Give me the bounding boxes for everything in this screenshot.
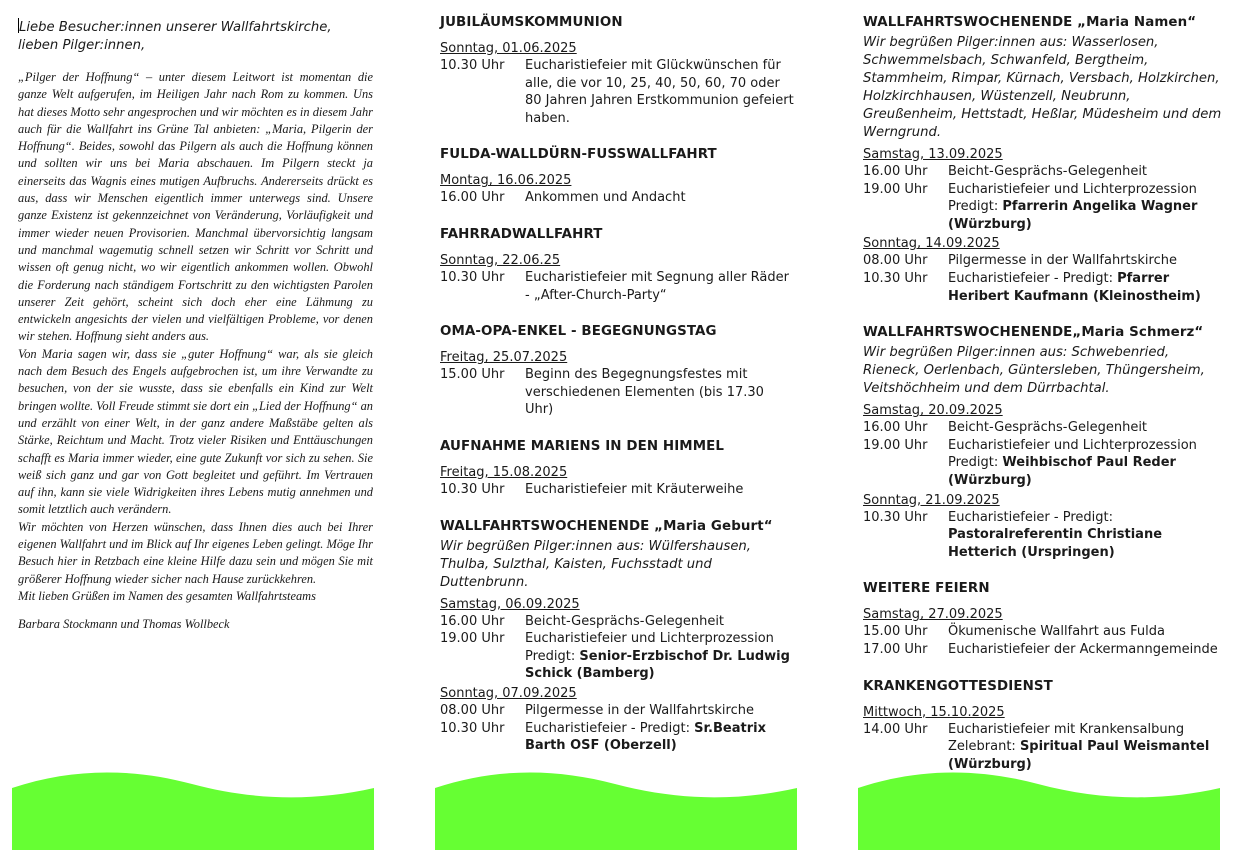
schedule-column-2 <box>440 14 795 755</box>
welcome-text: Wir begrüßen Pilger:innen aus: Wülfershausen, Thulba, Sulzthal, Kaisten, Fuchsstadt und Duttenbrunn. <box>440 538 751 590</box>
event-section <box>440 438 795 499</box>
event-time: 10.30 Uhr <box>863 270 928 286</box>
event-time: 10.30 Uhr <box>440 269 505 285</box>
event-text: Eucharistiefeier und Lichterprozession Predigt: <box>948 181 1197 215</box>
green-wave-decoration <box>12 770 374 850</box>
event-row <box>863 437 1223 490</box>
event-description <box>948 509 1223 562</box>
event-description <box>525 481 795 499</box>
event-text: Eucharistiefeier und Lichterprozession Predigt: <box>525 631 774 664</box>
event-date: Samstag, 20.09.2025 <box>863 403 1003 419</box>
event-row <box>863 270 1223 305</box>
speaker-name: Senior-Erzbischof Dr. Ludwig Schick (Bamberg) <box>525 648 790 682</box>
event-time: 08.00 Uhr <box>863 253 928 269</box>
event-section <box>440 323 795 419</box>
event-description <box>525 720 795 755</box>
event-date: Sonntag, 22.06.25 <box>440 252 561 268</box>
event-text: Eucharistiefeier der Ackermanngemeinde <box>948 641 1218 657</box>
event-description <box>525 702 795 720</box>
event-time: 17.00 Uhr <box>863 641 928 657</box>
event-description <box>525 630 795 683</box>
event-section <box>440 146 795 207</box>
section-title: WALLFAHRTSWOCHENENDE„Maria Schmerz“ <box>863 325 1204 341</box>
event-row <box>863 419 1223 437</box>
event-row <box>863 721 1223 774</box>
wave-shape <box>435 772 797 850</box>
event-description <box>525 366 795 419</box>
event-time: 08.00 Uhr <box>440 702 505 718</box>
event-row <box>440 481 795 499</box>
event-row <box>440 720 795 755</box>
wave-shape <box>12 772 374 850</box>
event-row <box>863 181 1223 234</box>
letter-column <box>18 14 373 632</box>
event-row <box>863 641 1223 659</box>
event-text: Eucharistiefeier mit Kräuterweihe <box>525 481 744 497</box>
event-text: Beicht-Gesprächs-Gelegenheit <box>948 164 1148 179</box>
event-row <box>440 702 795 720</box>
section-title: JUBILÄUMSKOMMUNION <box>440 15 623 30</box>
event-text: Ankommen und Andacht <box>525 190 686 206</box>
event-date: Sonntag, 21.09.2025 <box>863 492 1000 508</box>
greeting-line-2: lieben Pilger:innen, <box>18 38 146 53</box>
section-title: FAHRRADWALLFAHRT <box>440 226 603 242</box>
speaker-name: Weihbischof Paul Reder (Würzburg) <box>948 455 1176 488</box>
speaker-name: Pfarrerin Angelika Wagner (Würzburg) <box>948 199 1198 232</box>
event-section <box>440 226 795 304</box>
event-description <box>948 181 1223 234</box>
event-section <box>440 14 795 127</box>
section-title: OMA-OPA-ENKEL - BEGEGNUNGSTAG <box>440 324 717 340</box>
event-date: Samstag, 13.09.2025 <box>863 147 1003 162</box>
event-time: 10.30 Uhr <box>440 720 505 736</box>
event-text: Eucharistiefeier und Lichterprozession Predigt: <box>948 437 1197 471</box>
event-row <box>863 163 1223 181</box>
event-date: Montag, 16.06.2025 <box>440 173 572 189</box>
event-row <box>440 269 795 304</box>
event-date: Freitag, 25.07.2025 <box>440 350 568 366</box>
wave-shape <box>858 772 1220 850</box>
event-description <box>948 163 1223 181</box>
event-text: Pilgermesse in der Wallfahrtskirche <box>525 702 754 718</box>
welcome-text: Wir begrüßen Pilger:innen aus: Wasserlosen, Schwemmelsbach, Schwanfeld, Bergtheim, Stammheim, Rimpar, Kürnach, Versbach, Holzkirchen, Holzkirchhausen, Wüstenzell, Neubrunn, Greußenheim, Hettstadt, Heßlar, Müdesheim und dem Werngrund. <box>863 35 1222 140</box>
event-section <box>863 14 1223 305</box>
event-date: Samstag, 06.09.2025 <box>440 596 580 612</box>
event-section <box>440 518 795 755</box>
event-text: Eucharistiefeier mit Krankensalbung Zelebrant: <box>948 721 1185 755</box>
event-time: 19.00 Uhr <box>863 437 928 453</box>
event-text: Eucharistiefeier - Predigt: <box>948 270 1118 286</box>
event-description <box>525 189 795 207</box>
greeting-line-1: Liebe Besucher:innen unserer Wallfahrtskirche, <box>19 20 332 35</box>
event-description <box>948 419 1223 437</box>
speaker-name: Pastoralreferentin Christiane Hetterich (Urspringen) <box>948 527 1163 560</box>
section-title: WALLFAHRTSWOCHENENDE „Maria Namen“ <box>863 15 1197 30</box>
event-description <box>525 613 795 631</box>
event-time: 16.00 Uhr <box>440 613 505 629</box>
schedule-column-3 <box>863 14 1223 773</box>
event-text: Eucharistiefeier mit Segnung aller Räder - „After-Church-Party“ <box>525 269 789 303</box>
event-row <box>863 252 1223 270</box>
section-title: FULDA-WALLDÜRN-FUSSWALLFAHRT <box>440 147 717 163</box>
event-time: 10.30 Uhr <box>440 58 505 73</box>
event-description <box>948 623 1223 641</box>
event-description <box>948 252 1223 270</box>
event-date: Mittwoch, 15.10.2025 <box>863 704 1005 720</box>
section-title: KRANKENGOTTESDIENST <box>863 678 1053 694</box>
event-text: Pilgermesse in der Wallfahrtskirche <box>948 253 1177 269</box>
event-section <box>863 580 1223 658</box>
event-row <box>440 57 795 127</box>
green-wave-decoration <box>858 770 1220 850</box>
event-time: 19.00 Uhr <box>863 181 928 197</box>
event-description <box>948 437 1223 490</box>
section-title: WEITERE FEIERN <box>863 581 990 597</box>
letter-body <box>18 69 373 605</box>
event-date: Sonntag, 01.06.2025 <box>440 41 577 56</box>
event-section <box>863 324 1223 561</box>
event-text: Eucharistiefeier mit Glückwünschen für alle, die vor 10, 25, 40, 50, 60, 70 oder 80 Jahren Jahren Erstkommunion gefeiert haben. <box>525 58 794 126</box>
event-date: Samstag, 27.09.2025 <box>863 607 1003 623</box>
event-section <box>863 678 1223 774</box>
event-description <box>948 270 1223 305</box>
event-date: Sonntag, 07.09.2025 <box>440 685 577 701</box>
event-row <box>440 630 795 683</box>
event-date: Sonntag, 14.09.2025 <box>863 236 1000 252</box>
event-description <box>948 641 1223 659</box>
event-text: Ökumenische Wallfahrt aus Fulda <box>948 624 1165 640</box>
event-time: 14.00 Uhr <box>863 721 928 737</box>
event-time: 10.30 Uhr <box>440 481 505 497</box>
event-description <box>525 57 795 127</box>
event-text: Beicht-Gesprächs-Gelegenheit <box>525 613 725 629</box>
event-row <box>440 366 795 419</box>
event-time: 15.00 Uhr <box>440 367 505 383</box>
event-text: Beginn des Begegnungsfestes mit verschiedenen Elementen (bis 17.30 Uhr) <box>525 367 764 418</box>
green-wave-decoration <box>435 770 797 850</box>
letter-paragraph: „Pilger der Hoffnung“ – unter diesem Leitwort ist momentan die ganze Welt aufgerufen, im Heiligen Jahr nach Rom zu kommen. Uns hat dieses Motto sehr angesprochen und wir möchten es in diesem Jahr auch für die Wallfahrt ins Grüne Tal anbieten: „Maria, Pilgerin der Hoffnung“. Beides, sowohl das Pilgern als auch die Hoffnung können und sollten wir uns bei Maria abschauen. Im Pilgern steckt ja einerseits das Wagnis eines mutigen Aufbruchs. Andererseits drückt es aus, dass wir Menschen eigentlich immer unterwegs sind. Unsere ganze Existenz ist gekennzeichnet von Veränderung, Vorläufigkeit und immer wieder neuen Provisorien. Manchmal übervorsichtig langsam und manchmal wagemutig schnell setzen wir Schritt vor Schritt und wissen oft genug nicht, wo wir eigentlich ankommen wollen. Obwohl die Forderung nach ständigem Fortschritt zu den wichtigsten Parolen unserer Zeit gehört, scheint sich doch eher eine Lähmung zu entwickeln angesichts der vielen und vielfältigen Probleme, vor denen wir stehen. Hoffnung sieht anders aus. <box>18 70 373 344</box>
speaker-name: Sr.Beatrix Barth OSF (Oberzell) <box>525 720 766 754</box>
event-text: Beicht-Gesprächs-Gelegenheit <box>948 420 1148 436</box>
event-date: Freitag, 15.08.2025 <box>440 464 568 480</box>
section-title: AUFNAHME MARIENS IN DEN HIMMEL <box>440 438 725 454</box>
event-time: 16.00 Uhr <box>863 420 928 436</box>
event-time: 19.00 Uhr <box>440 631 505 647</box>
event-time: 16.00 Uhr <box>440 190 505 206</box>
letter-greeting <box>18 18 373 55</box>
event-time: 16.00 Uhr <box>863 164 928 179</box>
letter-signature: Barbara Stockmann und Thomas Wollbeck <box>18 617 230 632</box>
letter-paragraph: Mit lieben Grüßen im Namen des gesamten Wallfahrtsteams <box>18 588 316 603</box>
event-time: 10.30 Uhr <box>863 509 928 525</box>
event-description <box>948 721 1223 774</box>
event-text: Eucharistiefeier - Predigt: <box>948 509 1113 525</box>
letter-paragraph: Von Maria sagen wir, dass sie „guter Hoffnung“ war, als sie gleich nach dem Besuch des Engels aufgebrochen ist, um ihre Verwandte zu besuchen, von der sie wusste, dass sie ebenfalls ein Kind zur Welt bringen wollte. Voll Freude stimmt sie dort ein „Lied der Hoffnung“ an und erzählt von einer Welt, in der ganz andere Maßstäbe gelten als Stärke, Reichtum und Macht. Trotz vieler Risiken und Enttäuschungen schafft es Maria immer wieder, eine gute Zukunft vor sich zu sehen. Sie weiß sich ganz und gar von Gott begleitet und geführt. Im Vertrauen auf ihn, kann sie viele Widrigkeiten ihres Lebens mutig annehmen und somit letztlich auch verändern. <box>18 346 373 517</box>
event-row <box>863 509 1223 562</box>
speaker-name: Pfarrer Heribert Kaufmann (Kleinostheim) <box>948 270 1201 304</box>
event-row <box>440 189 795 207</box>
welcome-text: Wir begrüßen Pilger:innen aus: Schwebenried, Rieneck, Oerlenbach, Güntersleben, Thüngersheim, Veitshöchheim und dem Dürrbachtal. <box>863 345 1205 397</box>
event-row <box>440 613 795 631</box>
section-title: WALLFAHRTSWOCHENENDE „Maria Geburt“ <box>440 518 773 534</box>
event-time: 15.00 Uhr <box>863 624 928 640</box>
letter-paragraph: Wir möchten von Herzen wünschen, dass Ihnen dies auch bei Ihrer eigenen Wallfahrt und im Blick auf Ihr eigenes Leben gelingt. Möge Ihr Besuch hier in Retzbach eine kleine Hilfe dazu sein und mögen Sie mit größerer Hoffnung wieder sicher nach Hause zurückkehren. <box>18 519 373 586</box>
speaker-name: Spiritual Paul Weismantel (Würzburg) <box>948 739 1210 772</box>
event-text: Eucharistiefeier - Predigt: <box>525 720 695 736</box>
event-row <box>863 623 1223 641</box>
event-description <box>525 269 795 304</box>
